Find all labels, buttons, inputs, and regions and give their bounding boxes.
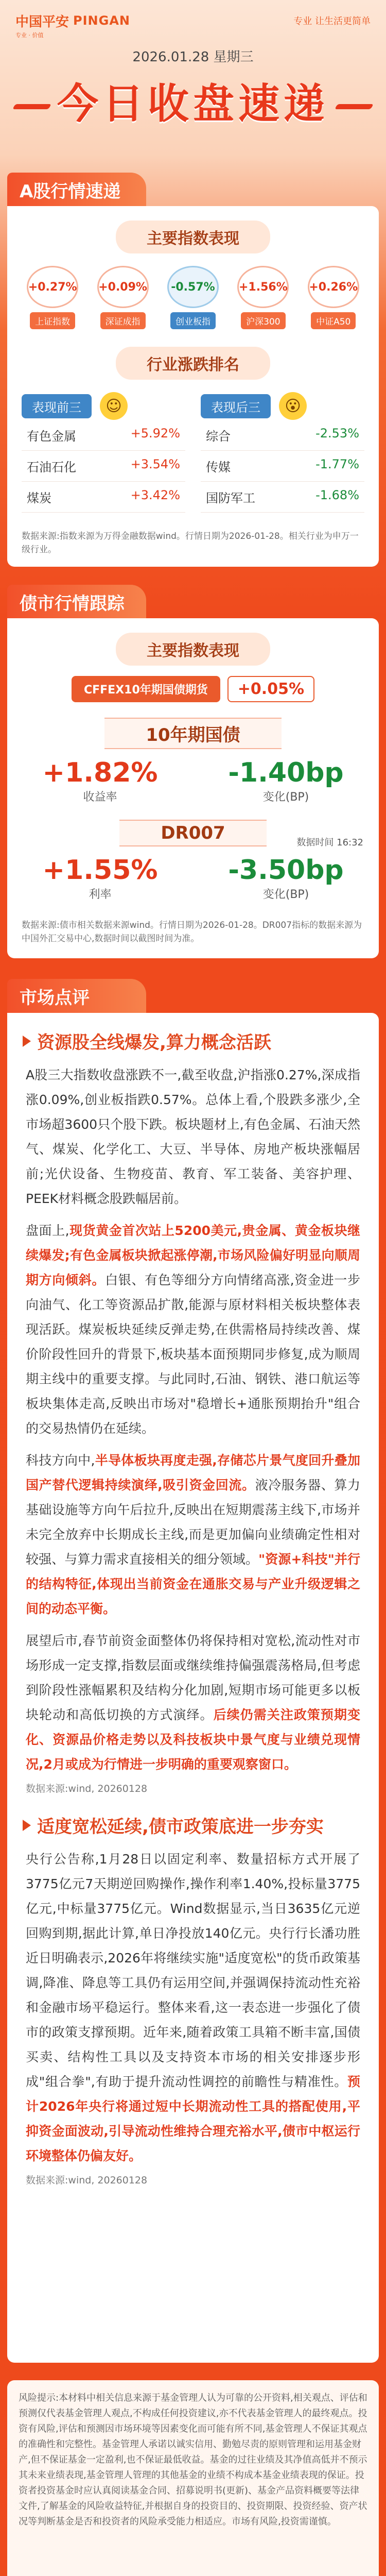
gov-yield-cap: 收益率 (83, 791, 117, 804)
rank-name: 传媒 (206, 460, 231, 474)
section-tab-comment: 市场点评 (7, 979, 146, 1013)
rank-value: +3.42% (130, 488, 180, 502)
source-2: 数据来源:wind, 20260128 (26, 2175, 148, 2186)
index-value: +0.09% (97, 266, 149, 308)
cffex-row (7, 676, 379, 702)
index-label: 中证A50 (311, 312, 356, 329)
bond-note: 数据来源:债市相关数据来源wind。行情日期为2026-01-28。DR007指标的数据来源为中国外汇交易中心,数据时间以截图时间为准。 (22, 920, 362, 944)
rank-bottom (201, 392, 364, 513)
gov-change-cell (193, 757, 379, 804)
index-item-hs300 (237, 266, 289, 329)
gov-change: -1.40bp (228, 757, 344, 788)
index-value: +1.56% (237, 266, 289, 308)
para-text: 展望后市,春节前资金面整体仍将保持相对宽松,流动性对市场形成一定支撑,指数层面或继续维持偏强震荡格局,但考虑到阶段性涨幅累积及结构分化加剧,短期市场可能更多以板块轮动和高低切换的方式演绎。 (26, 1633, 360, 1722)
rank-row (201, 420, 364, 451)
para-text: 科技方向中, (26, 1453, 95, 1468)
ashare-note: 数据来源:指数来源为万得金融数据wind。行情日期为2026-01-28。相关行业为申万一级行业。 (22, 531, 359, 555)
bond-card (7, 618, 379, 958)
dr-values (7, 855, 379, 902)
rank-row (22, 451, 185, 482)
index-value: -0.57% (167, 266, 219, 308)
para-4 (7, 1629, 379, 1777)
rank-bottom-head (201, 392, 364, 420)
dr-change-cell (193, 855, 379, 902)
rank-name: 有色金属 (27, 429, 76, 444)
dr-rate: +1.55% (42, 855, 158, 886)
para-highlight: 预计2026年央行将通过短中长期流动性工具的搭配使用,平抑资金面波动,引导流动性维持合理充裕水平,债市中枢运行环境整体仍偏友好。 (26, 2074, 360, 2163)
section-tab-ashare: A股行情速递 (7, 173, 146, 207)
rank-value: -1.68% (315, 488, 359, 502)
logo-cn: 中国平安 (15, 14, 69, 30)
para-highlight: 后续仍需关注政策预期变化、资源品价格走势以及科技板块中景气度与业绩兑现情况,2月或成为行情进一步明确的重要观察窗口。 (26, 1707, 360, 1772)
gov-yield-cell (7, 757, 193, 804)
index-list (7, 266, 379, 329)
dr-title-text: DR007 (119, 820, 266, 846)
dr-time: 数据时间 16:32 (296, 837, 363, 848)
date-label: 2026.01.28 星期三 (132, 49, 254, 65)
topic-1-text: 资源股全线爆发,算力概念活跃 (37, 1032, 271, 1053)
gov-change-cap: 变化(BP) (262, 791, 309, 804)
para-text: 央行公告称,1月28日以固定利率、数量招标方式开展了3775亿元7天期逆回购操作,操作利率1.40%,投标量3775亿元,中标量3775亿元。Wind数据显示,当日3635亿元逆回购到期,据此计算,单日净投放140亿元。央行行长潘功胜近日明确表示,2026年将继续实施"适度宽松"的货币政策基调,降准、降息等工具仍有运用空间,并强调保持流动性充裕和金融市场平稳运行。整体来看,这一表态进一步强化了债市的政策支撑预期。近年来,随着政策工具箱不断丰富,国债买卖、结构性工具以及支持资本市场的相关安排逐步形成"组合拳",有助于提升流动性调控的前瞻性与精准性。 (26, 1852, 360, 2089)
dr-rate-cap: 利率 (89, 888, 112, 901)
gov-title (7, 718, 379, 749)
section-tab-bond: 债市行情跟踪 (7, 585, 146, 619)
logo-sub: 专业 · 价值 (15, 32, 44, 39)
rank-name: 综合 (206, 429, 231, 444)
para-highlight: "资源+科技"并行的结构特征,体现出当前资金在通胀交易与产业升级逻辑之间的动态平衡。 (26, 1552, 360, 1616)
logo (15, 11, 130, 30)
risk-disclaimer (7, 2380, 379, 2576)
rank-top (22, 392, 185, 513)
para-3 (7, 1448, 379, 1621)
index-item-sz (97, 266, 149, 329)
para-5 (7, 1847, 379, 2168)
para-text: 盘面上, (26, 1223, 69, 1238)
disclaimer-text: 风险提示:本材料中相关信息来源于基金管理人认为可靠的公开资料,相关观点、评估和预测仅代表基金管理人观点,不构成任何投资建议,亦不代表基金管理人的最终观点。投资有风险,评估和预测因市场环境等因素变化而可能有所不同,基金管理人不保证其观点的准确性和完整性。基金管理人承诺以诚实信用、勤勉尽责的原则管理和运用基金财产,但不保证基金一定盈利,也不保证最低收益。基金的过往业绩及其净值高低并不预示其未来业绩表现,基金管理人管理的其他基金的业绩不构成本基金业绩表现的保证。投资者投资基金时应认真阅读基金合同、招募说明书(更新)、基金产品资料概要等法律文件,了解基金的风险收益特征,并根据自身的投资目的、投资期限、投资经验、资产状况等判断基金是否和投资者的风险承受能力相适应。市场有风险,投资需谨慎。 (19, 2393, 367, 2527)
index-label: 上证指数 (30, 312, 75, 329)
index-label: 创业板指 (170, 312, 216, 329)
rank-top-tag: 表现前三 (22, 394, 92, 418)
bond-index-title: 主要指数表现 (116, 633, 270, 666)
cffex-label: CFFEX10年期国债期货 (72, 676, 220, 702)
rank-top-head (22, 392, 185, 420)
title-text: 今日收盘速递 (57, 80, 329, 128)
rank-row (201, 482, 364, 513)
para-highlight: 半导体板块再度走强,存储芯片景气度回升叠加国产替代逻辑持续演绎,吸引资金回流。 (26, 1453, 361, 1493)
dr-rate-cell (7, 855, 193, 902)
dr-title (7, 820, 379, 846)
rank-row (22, 482, 185, 513)
top-bar (0, 0, 386, 41)
index-item-sh (27, 266, 78, 329)
gov-yield: +1.82% (42, 757, 158, 788)
gov-values (7, 757, 379, 804)
rank-name: 国防军工 (206, 491, 255, 505)
index-item-cyb (167, 266, 219, 329)
topic-1 (7, 1028, 379, 1054)
slogan: 专业 让生活更简单 (293, 16, 371, 27)
gov-title-text: 10年期国债 (104, 718, 281, 749)
page-title (0, 71, 386, 130)
rank-name: 石油石化 (27, 460, 76, 474)
index-label: 深证成指 (100, 312, 146, 329)
ashare-index-title: 主要指数表现 (116, 221, 270, 253)
rank-value: -1.77% (315, 457, 359, 471)
rank-name: 煤炭 (27, 491, 51, 505)
para-text: 液冷服务器、算力基础设施等方向午后拉升,反映出在短期震荡主线下,市场并未完全放弃中长期成长主线,而是更加偏向业绩确定性相对较强、与算力需求直接相关的细分领域。 (26, 1478, 360, 1567)
rank-value: +3.54% (130, 457, 180, 471)
ashare-card (7, 206, 379, 567)
rank-value: +5.92% (130, 426, 180, 440)
surprised-icon: 😮 (279, 392, 307, 420)
topic-2 (7, 1812, 379, 1838)
index-item-a50 (308, 266, 359, 329)
index-value: +0.27% (27, 266, 78, 308)
rank-title: 行业涨跌排名 (116, 347, 270, 380)
para-2 (7, 1218, 379, 1441)
smile-icon: ☺ (100, 392, 128, 420)
triangle-icon (23, 1820, 31, 1831)
index-value: +0.26% (308, 266, 359, 308)
rank-wrap (7, 392, 379, 513)
source-1: 数据来源:wind, 20260128 (26, 1783, 148, 1794)
rank-row (22, 420, 185, 451)
index-label: 沪深300 (241, 312, 285, 329)
title-deco-right (335, 104, 374, 109)
title-deco-left (12, 104, 51, 109)
para-1: A股三大指数收盘涨跌不一,截至收盘,沪指涨0.27%,深成指涨0.09%,创业板指跌0.57%。总体上看,个股跌多涨少,全市场超3600只个股下跌。板块题材上,有色金属、石油天然气、煤炭、化学化工、大豆、半导体、房地产板块涨幅居前;光伏设备、生物疫苗、教育、军工装备、美容护理、PEEK材料概念股跌幅居前。 (26, 1067, 360, 1206)
cffex-value: +0.05% (227, 676, 314, 702)
logo-en: PINGAN (73, 13, 130, 28)
para-text: 白银、有色等细分方向情绪高涨,资金进一步向油气、化工等资源品扩散,能源与原材料相关板块整体表现活跃。煤炭板块延续反弹走势,在供需格局持续改善、煤价阶段性回升的背景下,板块基本面预期同步修复,成为顺周期主线中的重要支撑。与此同时,石油、钢铁、港口航运等板块集体走高,反映出市场对"稳增长+通胀预期抬升"组合的交易热情仍在延续。 (26, 1273, 360, 1436)
rank-bottom-tag: 表现后三 (201, 394, 271, 418)
rank-value: -2.53% (315, 426, 359, 440)
comment-card (7, 1013, 379, 2363)
dr-change-cap: 变化(BP) (262, 888, 309, 901)
rank-row (201, 451, 364, 482)
triangle-icon (23, 1036, 31, 1047)
para-highlight: 现货黄金首次站上5200美元,贵金属、黄金板块继续爆发;有色金属板块掀起涨停潮,市场风险偏好明显向顺周期方向倾斜。 (26, 1223, 360, 1287)
topic-2-text: 适度宽松延续,债市政策底进一步夯实 (37, 1817, 324, 1837)
dr-change: -3.50bp (228, 855, 344, 886)
